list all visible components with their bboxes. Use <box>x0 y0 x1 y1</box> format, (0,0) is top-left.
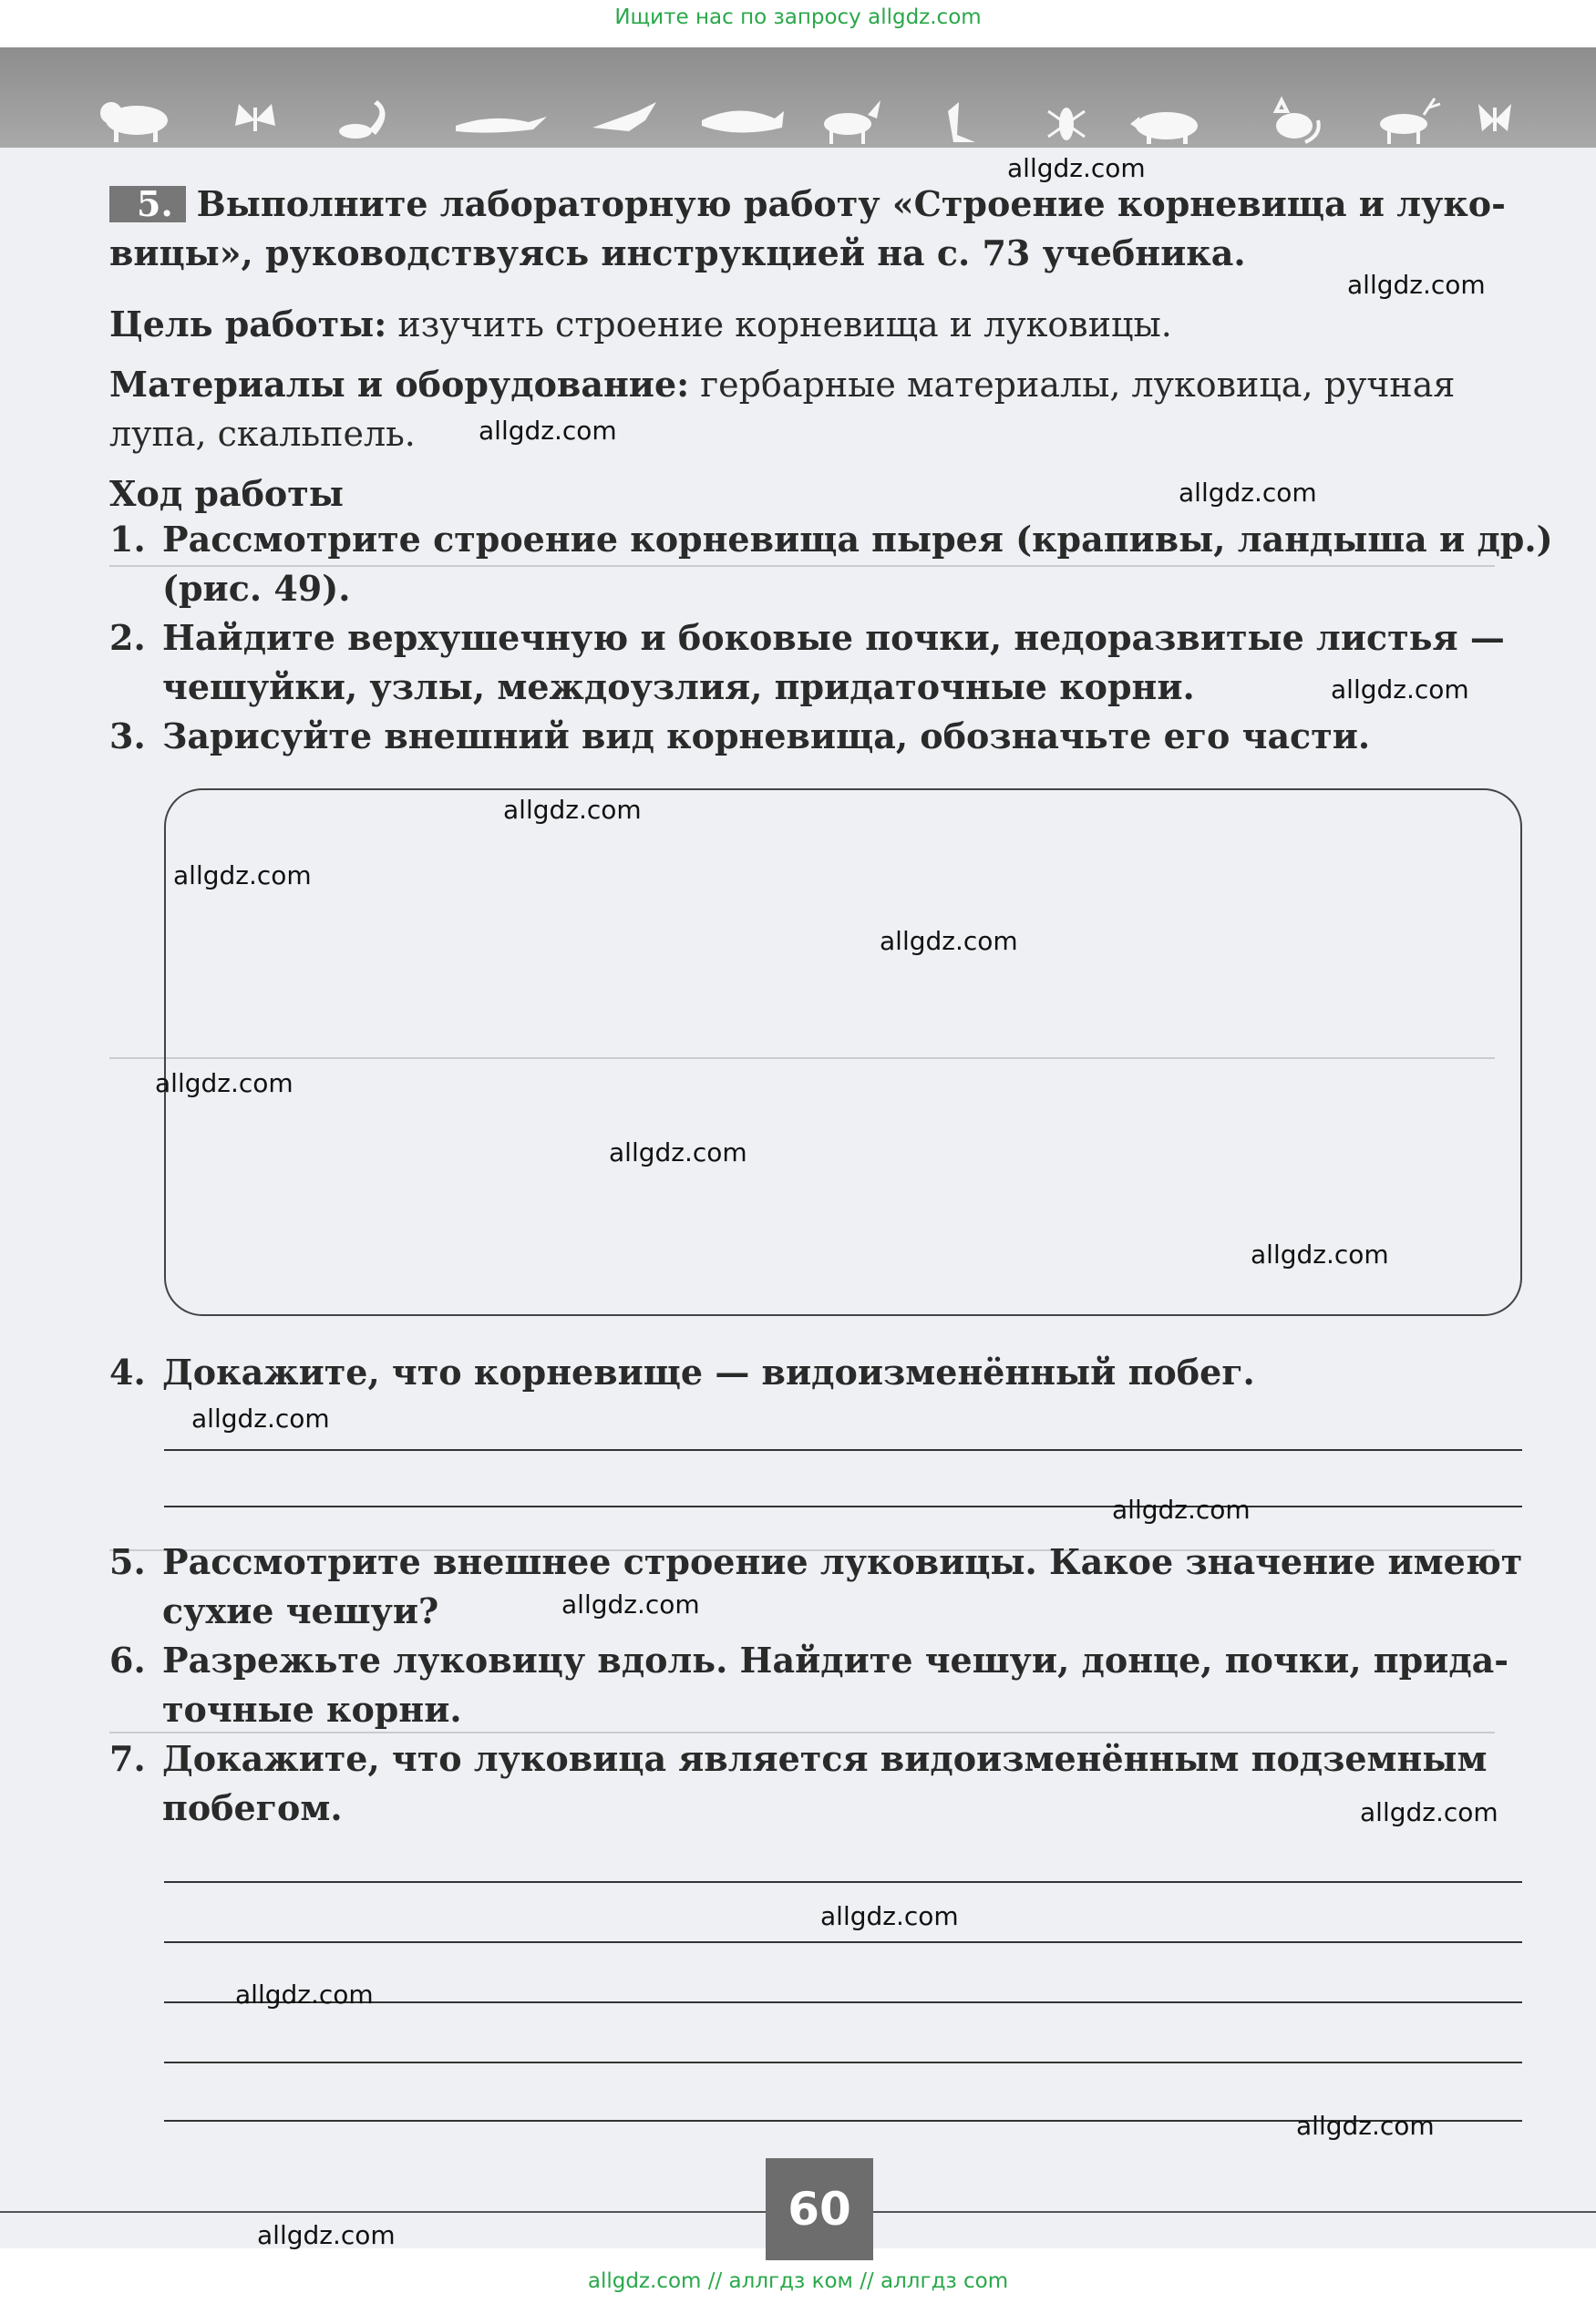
answer-line[interactable] <box>164 1449 1522 1451</box>
step-7: 7. Докажите, что луковица является видоизменённым подземным <box>109 1738 1488 1779</box>
step-1-line2: (рис. 49). <box>162 568 351 609</box>
watermark: allgdz.com <box>1007 153 1146 183</box>
boar-icon <box>1130 112 1198 144</box>
step-6-line2: точные корни. <box>162 1689 462 1730</box>
page-number: 60 <box>766 2158 873 2260</box>
animal-banner <box>0 47 1596 148</box>
animal-silhouettes-icon <box>0 47 1596 148</box>
watermark: allgdz.com <box>1251 1239 1389 1270</box>
step-3: 3. Зарисуйте внешний вид корневища, обозначьте его части. <box>109 715 1371 756</box>
insect-icon <box>1048 108 1085 140</box>
answer-line[interactable] <box>164 2062 1522 2063</box>
watermark: allgdz.com <box>820 1901 959 1931</box>
answer-line[interactable] <box>164 1941 1522 1943</box>
watermark: allgdz.com <box>1112 1495 1251 1525</box>
cat-icon <box>1276 100 1319 142</box>
watermark: allgdz.com <box>1347 270 1486 300</box>
top-search-note: Ищите нас по запросу allgdz.com <box>614 5 982 29</box>
task-intro-line1: 5. Выполните лабораторную работу «Строение корневища и луко- <box>109 180 1506 228</box>
watermark: allgdz.com <box>479 416 617 446</box>
deer-icon <box>1380 98 1440 144</box>
watermark: allgdz.com <box>1296 2111 1435 2141</box>
watermark: allgdz.com <box>1331 674 1469 705</box>
watermark: allgdz.com <box>561 1589 700 1620</box>
answer-line[interactable] <box>164 1506 1522 1507</box>
task-number-badge: 5. <box>109 186 186 222</box>
bird-icon <box>592 102 656 131</box>
step-5-line2: сухие чешуи? <box>162 1590 439 1631</box>
watermark: allgdz.com <box>257 2220 396 2250</box>
answer-line[interactable] <box>164 1881 1522 1883</box>
watermark: allgdz.com <box>880 926 1018 956</box>
lizard-icon <box>456 117 547 133</box>
task-intro-line2: вицы», руководствуясь инструкцией на с. 73 учебника. <box>109 232 1246 273</box>
butterfly-icon <box>235 104 275 131</box>
step-7-line2: побегом. <box>162 1787 343 1828</box>
step-1: 1. Рассмотрите строение корневища пырея (крапивы, ландыша и др.) <box>109 519 1553 560</box>
heron-icon <box>948 102 975 142</box>
drawing-area[interactable] <box>164 788 1522 1316</box>
bison-icon <box>100 102 168 142</box>
materials-paragraph-line1: Материалы и оборудование: гербарные материалы, луковица, ручная <box>109 364 1456 405</box>
watermark: allgdz.com <box>1360 1797 1498 1827</box>
moth-icon <box>1478 104 1511 131</box>
watermark: allgdz.com <box>503 795 642 825</box>
step-5: 5. Рассмотрите внешнее строение луковицы. Какое значение имеют <box>109 1541 1523 1582</box>
progress-title: Ход работы <box>109 473 344 514</box>
watermark: allgdz.com <box>173 860 312 890</box>
materials-paragraph-line2: лупа, скальпель. <box>109 414 416 454</box>
watermark: allgdz.com <box>235 1980 374 2010</box>
step-2: 2. Найдите верхушечную и боковые почки, недоразвитые листья — <box>109 617 1505 658</box>
watermark: allgdz.com <box>191 1404 330 1434</box>
watermark: allgdz.com <box>155 1068 293 1098</box>
bottom-site-note: allgdz.com // аллгдз ком // аллгдз com <box>587 2269 1009 2293</box>
watermark: allgdz.com <box>609 1137 747 1167</box>
goat-icon <box>824 100 880 144</box>
step-6: 6. Разрежьте луковицу вдоль. Найдите чешуи, донце, почки, прида- <box>109 1640 1509 1681</box>
dolphin-icon <box>702 110 784 132</box>
scorpion-icon <box>339 100 386 139</box>
step-2-line2: чешуйки, узлы, междоузлия, придаточные корни. <box>162 666 1195 707</box>
watermark: allgdz.com <box>1179 478 1317 508</box>
goal-paragraph: Цель работы: изучить строение корневища и луковицы. <box>109 303 1172 345</box>
step-4: 4. Докажите, что корневище — видоизменённый побег. <box>109 1352 1255 1393</box>
